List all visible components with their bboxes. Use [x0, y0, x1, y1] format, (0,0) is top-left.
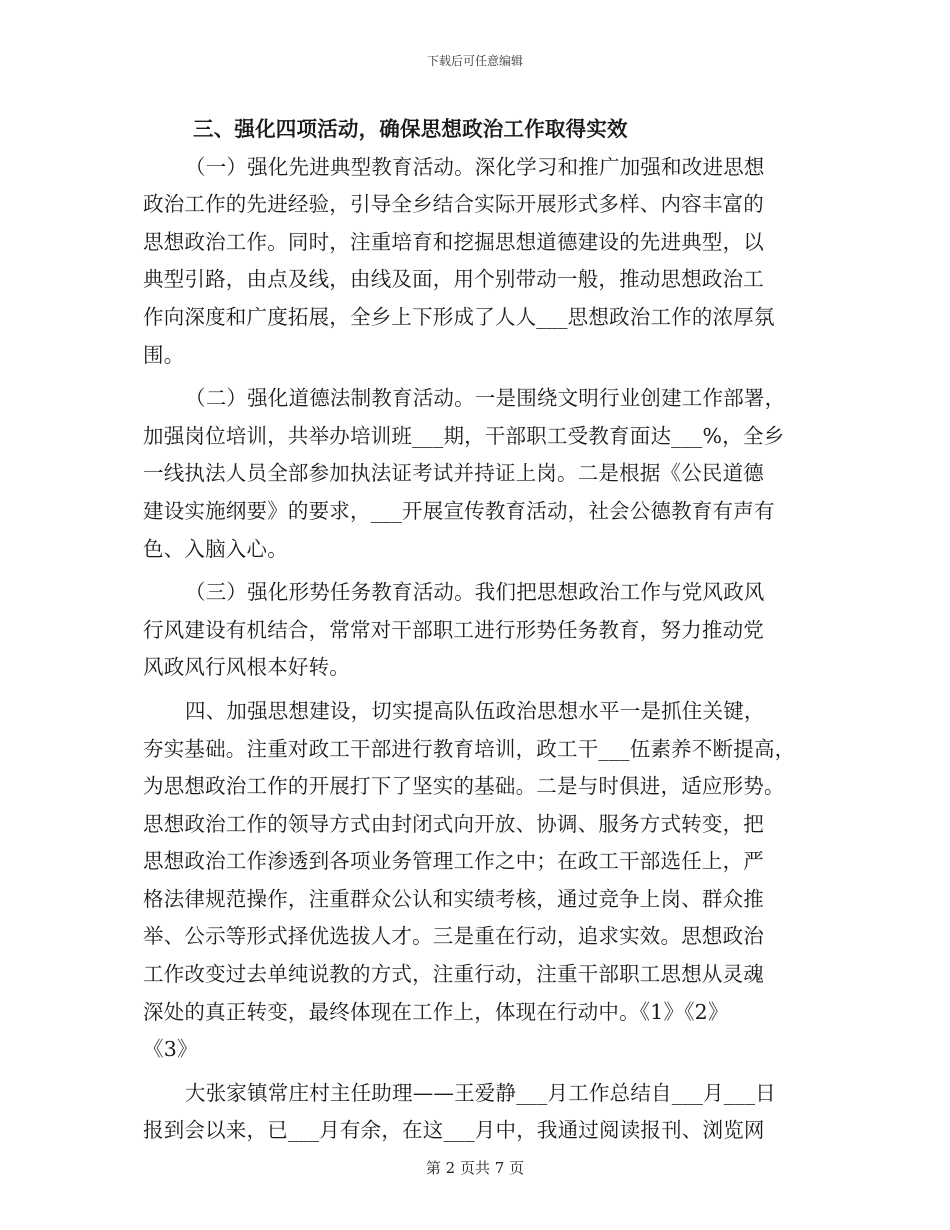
- paragraph-line: 围。: [143, 342, 185, 367]
- paragraph-line: 色、入脑入心。: [143, 536, 288, 561]
- paragraph-line: 加强岗位培训，共举办培训班___期，干部职工受教育面达___%，全乡: [143, 423, 785, 448]
- paragraph-line: 思想政治工作渗透到各项业务管理工作之中；在政工干部选任上，严: [143, 849, 764, 874]
- paragraph-line: 思想政治工作的领导方式由封闭式向开放、协调、服务方式转变，把: [143, 811, 764, 836]
- paragraph-line: （一）强化先进典型教育活动。深化学习和推广加强和改进思想: [185, 154, 765, 179]
- paragraph-line: 深处的真正转变，最终体现在工作上，体现在行动中。《1》《2》: [143, 999, 729, 1024]
- paragraph-line: 报到会以来，已___月有余，在这___月中，我通过阅读报刊、浏览网: [143, 1118, 765, 1143]
- paragraph-line: 《3》: [143, 1037, 198, 1062]
- paragraph-line: 风政风行风根本好转。: [143, 655, 350, 680]
- paragraph-line: 为思想政治工作的开展打下了坚实的基础。二是与时俱进，适应形势。: [143, 774, 785, 799]
- paragraph-line: 工作改变过去单纯说教的方式，注重行动，注重干部职工思想从灵魂: [143, 962, 764, 987]
- paragraph-line: （三）强化形势任务教育活动。我们把思想政治工作与党风政风: [185, 580, 765, 605]
- page-footer: 第 2 页共 7 页: [425, 1159, 525, 1177]
- paragraph-line: 思想政治工作。同时，注重培育和挖掘思想道德建设的先进典型，以: [143, 229, 764, 254]
- section-heading: 三、强化四项活动，确保思想政治工作取得实效: [193, 117, 628, 141]
- paragraph-line: 一线执法人员全部参加执法证考试并持证上岗。二是根据《公民道德: [143, 461, 764, 486]
- paragraph-line: 行风建设有机结合，常常对干部职工进行形势任务教育，努力推动党: [143, 617, 764, 642]
- paragraph-line: 政治工作的先进经验，引导全乡结合实际开展形式多样、内容丰富的: [143, 192, 764, 217]
- paragraph-line: 格法律规范操作，注重群众公认和实绩考核，通过竞争上岗、群众推: [143, 886, 764, 911]
- document-body: [143, 111, 811, 1150]
- paragraph-line: （二）强化道德法制教育活动。一是围绕文明行业创建工作部署，: [185, 386, 786, 411]
- paragraph-line: 典型引路，由点及线，由线及面，用个别带动一般，推动思想政治工: [143, 267, 764, 292]
- paragraph-line: 建设实施纲要》的要求，___开展宣传教育活动，社会公德教育有声有: [143, 498, 775, 523]
- paragraph-line: 作向深度和广度拓展，全乡上下形成了人人___思想政治工作的浓厚氛: [143, 304, 775, 329]
- paragraph-line: 夯实基础。注重对政工干部进行教育培训，政工干___伍素养不断提高，: [143, 736, 796, 761]
- page-header: 下载后可任意编辑: [426, 54, 523, 68]
- paragraph-line: 四、加强思想建设，切实提高队伍政治思想水平一是抓住关键，: [185, 698, 765, 723]
- paragraph-line: 举、公示等形式择优选拔人才。三是重在行动，追求实效。思想政治: [143, 924, 764, 949]
- paragraph-line: 大张家镇常庄村主任助理——王爱静___月工作总结自___月___日: [185, 1080, 776, 1105]
